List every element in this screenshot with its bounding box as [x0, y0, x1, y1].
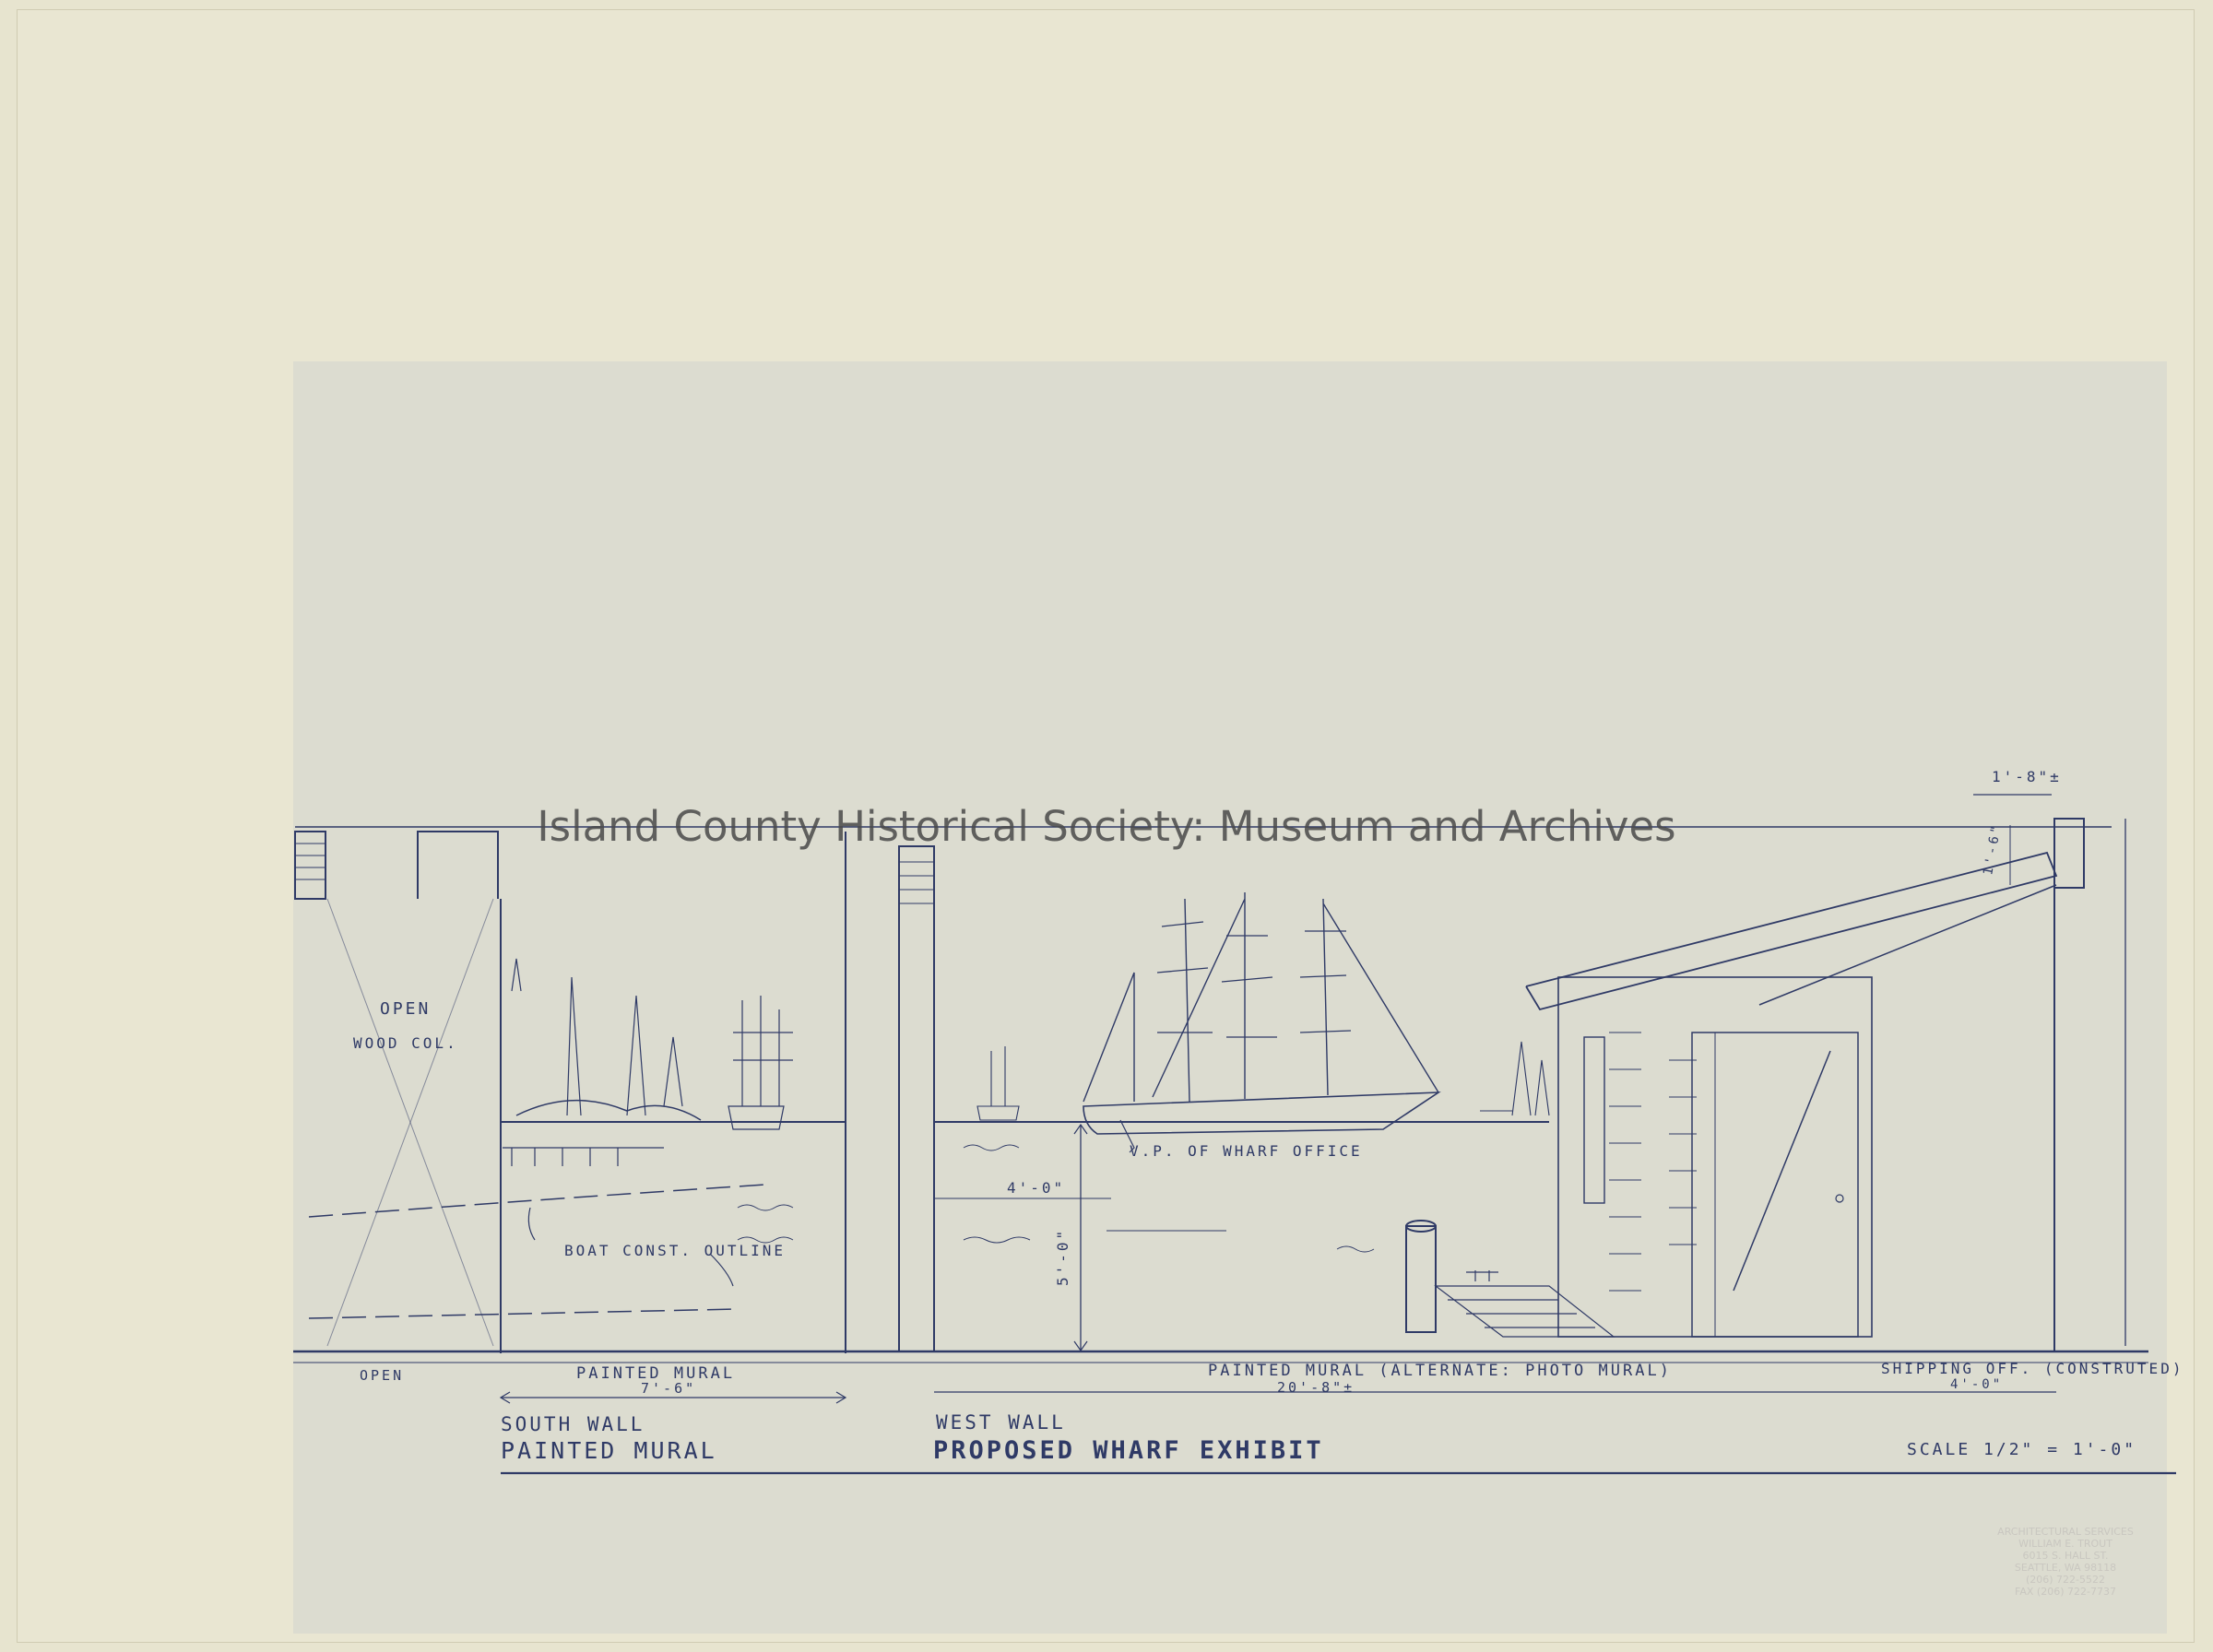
west-column [899, 846, 934, 1351]
shipping-office-label: SHIPPING OFF. (CONSTRUTED) [1881, 1360, 2184, 1377]
stamp-line: WILLIAM E. TROUT [2018, 1538, 2112, 1550]
dim-1-6-label: 1'-6" [1981, 821, 2005, 877]
stamp-line: SEATTLE, WA 98118 [2014, 1562, 2117, 1574]
ship-masts [1083, 892, 1438, 1102]
distant-ship [977, 1046, 1019, 1120]
shore-trees [1480, 1042, 1549, 1115]
south-trees [512, 959, 682, 1115]
piling [1406, 1226, 1436, 1332]
stamp-line: 6015 S. HALL ST. [2022, 1550, 2109, 1562]
west-column-hatch [899, 862, 934, 903]
boat-const-label: BOAT CONST. OUTLINE [564, 1242, 787, 1259]
painted-mural-west-label: PAINTED MURAL (ALTERNATE: PHOTO MURAL) [1208, 1362, 1672, 1380]
office-siding [1609, 1032, 1697, 1291]
roof-fascia [1759, 885, 2056, 1005]
office-door [1692, 1032, 1858, 1337]
south-wall-label: SOUTH WALL [501, 1413, 645, 1435]
south-water [738, 1205, 793, 1243]
dim-20-8-label: 20'-8"± [1277, 1379, 1355, 1396]
stamp-line: FAX (206) 722-7737 [2015, 1586, 2116, 1598]
open-top-label: OPEN [380, 999, 432, 1019]
west-title: PROPOSED WHARF EXHIBIT [933, 1436, 1324, 1465]
dim-1-8-label: 1'-8"± [1992, 768, 2062, 785]
office-window [1584, 1037, 1604, 1203]
architect-stamp [1969, 1526, 2162, 1598]
west-wall-label: WEST WALL [936, 1411, 1066, 1434]
south-dock [503, 1148, 664, 1166]
painted-mural-south-label: PAINTED MURAL [576, 1364, 736, 1383]
dock-deck [1436, 1286, 1614, 1337]
stamp-line: ARCHITECTURAL SERVICES [1997, 1526, 2134, 1538]
cleat [1466, 1270, 1498, 1281]
scale-label: SCALE 1/2" = 1'-0" [1907, 1440, 2137, 1459]
watermark: Island County Historical Society: Museum and Archives [537, 802, 1676, 851]
wood-col-label: WOOD COL. [353, 1034, 458, 1052]
office-roof [1526, 853, 2056, 1009]
dim-7-6-label: 7'-6" [641, 1380, 697, 1397]
south-title: PAINTED MURAL [501, 1437, 717, 1464]
door-brace [1734, 1051, 1830, 1291]
ship-hull [1083, 1092, 1438, 1134]
dim-5-0-label: 5'-0" [1054, 1227, 1071, 1286]
south-sail-ship [728, 996, 793, 1129]
dim-4-0-label: 4'-0" [1007, 1179, 1066, 1197]
dim-4-0b-label: 4'-0" [1950, 1377, 2004, 1392]
boat-arrow-1 [528, 1208, 535, 1240]
door-knob [1836, 1195, 1843, 1202]
stamp-line: (206) 722-5522 [2025, 1574, 2106, 1586]
south-island [516, 1101, 701, 1120]
open-bottom-label: OPEN [360, 1367, 405, 1384]
vp-label: V.P. OF WHARF OFFICE [1130, 1142, 1363, 1160]
